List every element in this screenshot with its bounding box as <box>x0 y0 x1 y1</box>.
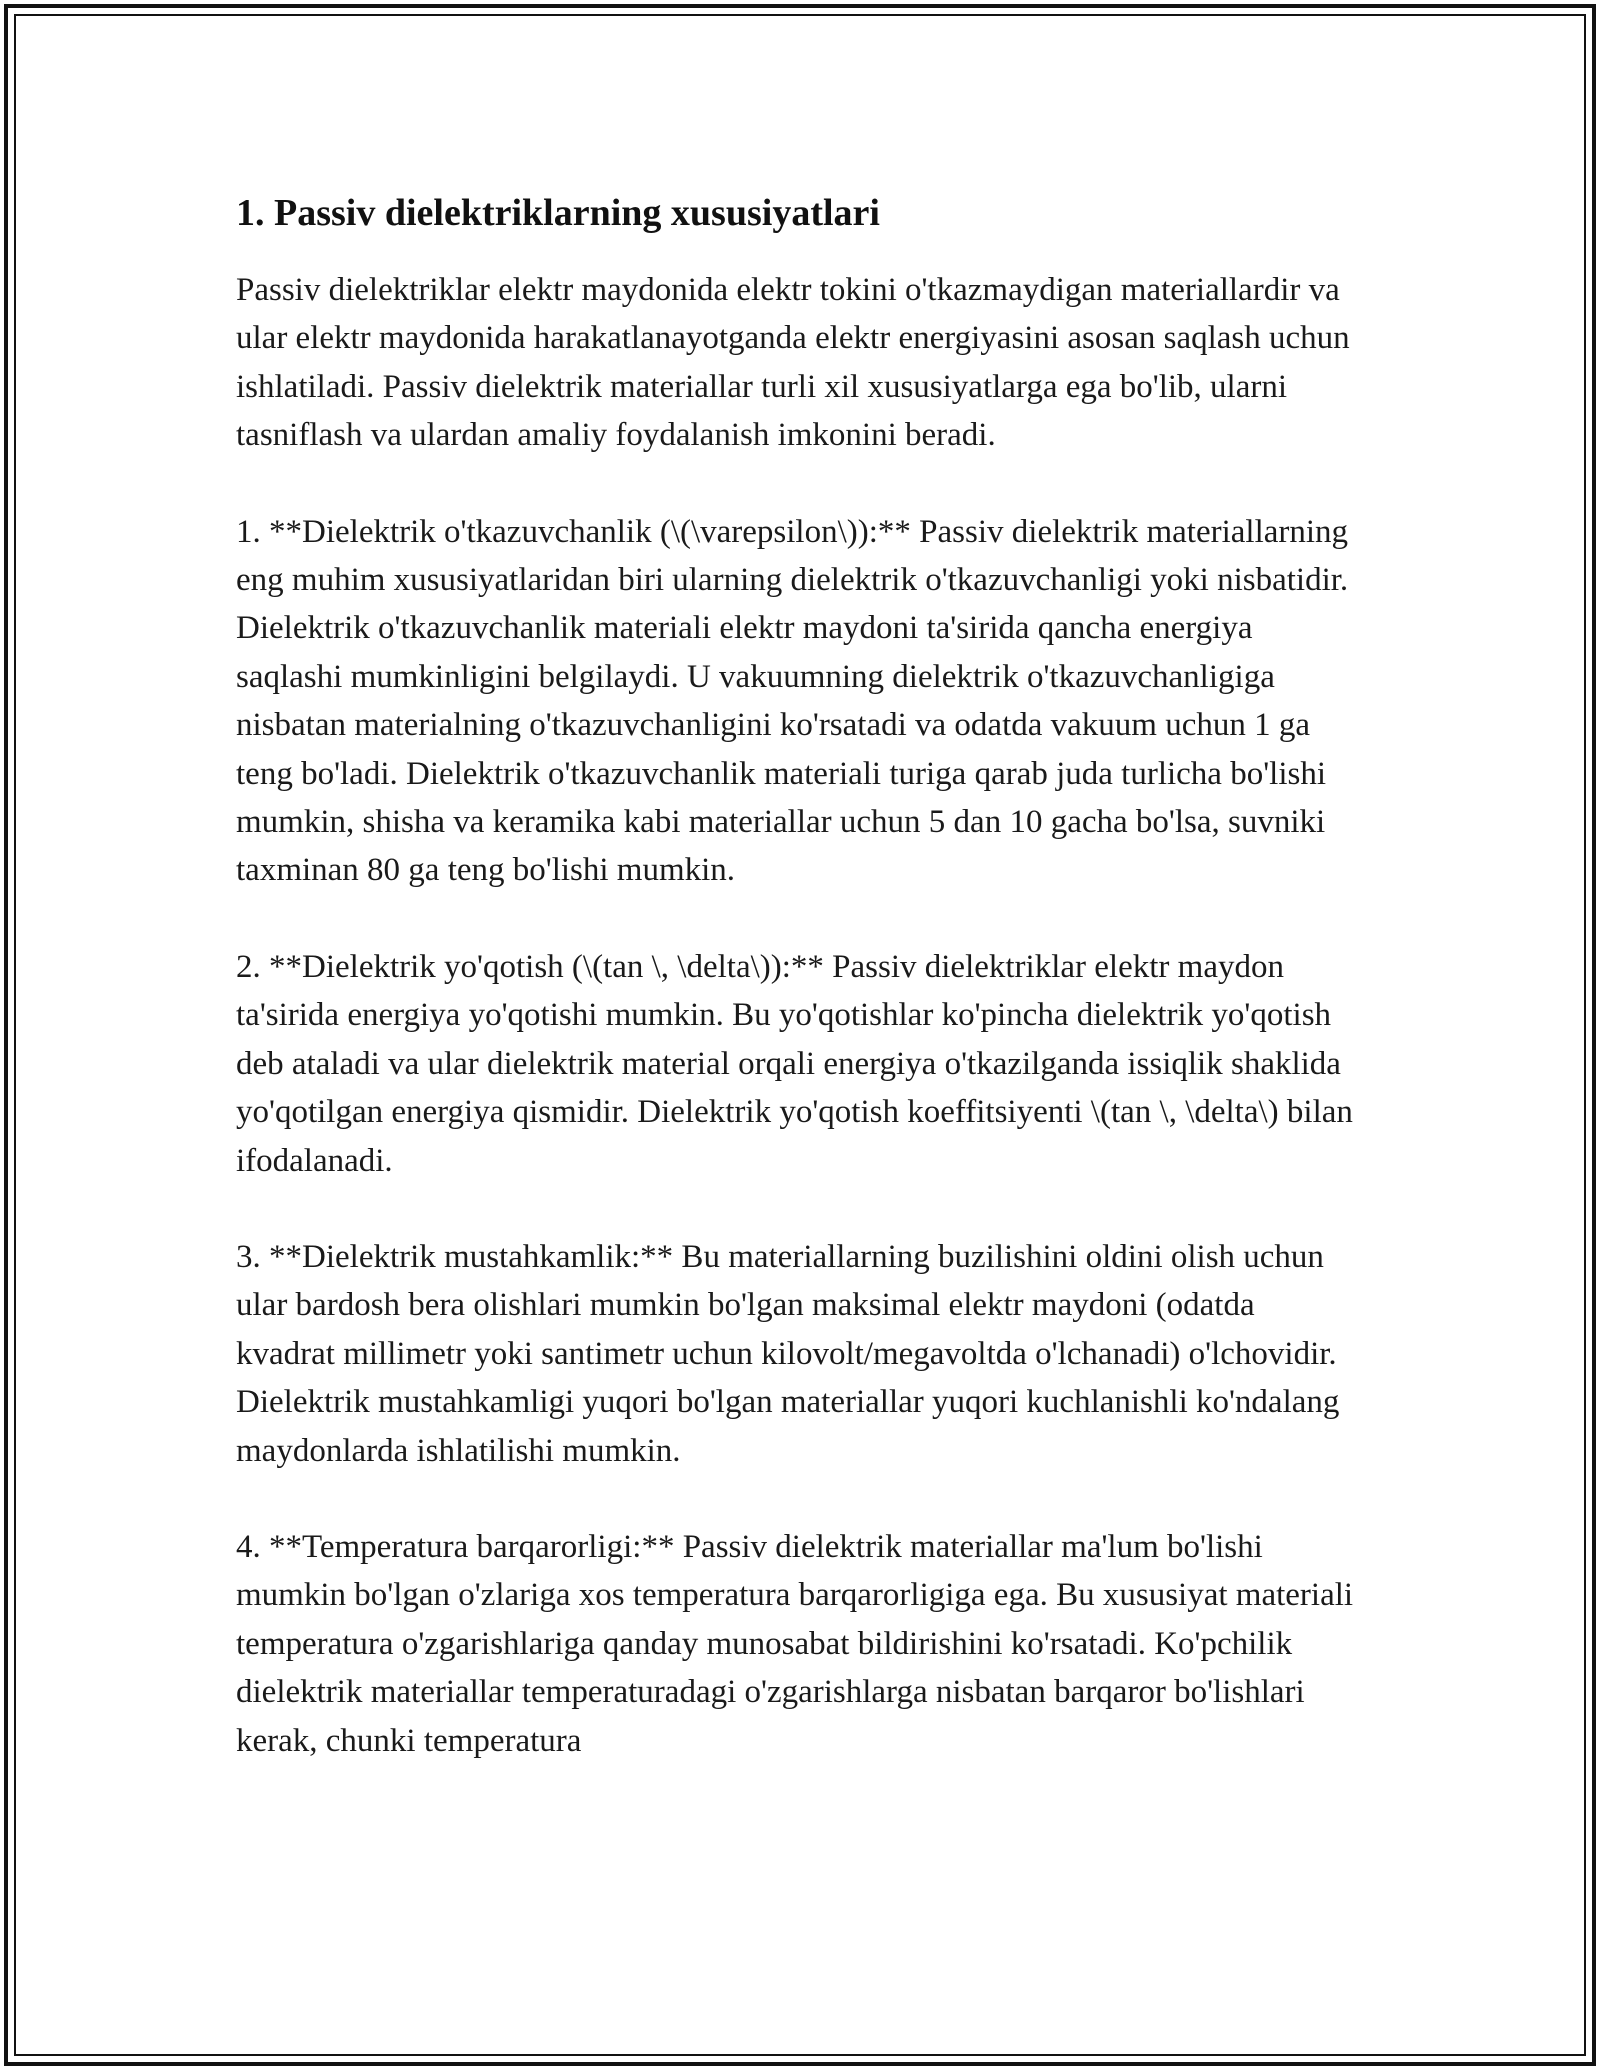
section-heading: 1. Passiv dielektriklarning xususiyatlari <box>236 192 880 234</box>
paragraph-dielectric-loss: 2. **Dielektrik yo'qotish (\(tan \, \delta\)):** Passiv dielektriklar elektr maydon ta'sirida energiya yo'qotishi mumkin. Bu yo'qotishlar ko'pincha dielektrik yo'qotish deb ataladi va ular dielektrik material orqali energiya o'tkazilganda issiqlik shaklida yo'qotilgan energiya qismidir. Dielektrik yo'qotish koeffitsiyenti \(tan \, \delta\) bilan ifodalanadi. <box>236 948 1353 1179</box>
paragraph-dielectric-permittivity: 1. **Dielektrik o'tkazuvchanlik (\(\varepsilon\)):** Passiv dielektrik materiallarning eng muhim xususiyatlaridan biri ularning dielektrik o'tkazuvchanligi yoki nisbatidir. Dielektrik o'tkazuvchanlik materiali elektr maydoni ta'sirida qancha energiya saqlashi mumkinligini belgilaydi. U vakuumning dielektrik o'tkazuvchanligiga nisbatan materialning o'tkazuvchanligini ko'rsatadi va odatda vakuum uchun 1 ga teng bo'ladi. Dielektrik o'tkazuvchanlik materiali turiga qarab juda turlicha bo'lishi mumkin, shisha va keramika kabi materiallar uchun 5 dan 10 gacha bo'lsa, suvniki taxminan 80 ga teng bo'lishi mumkin. <box>236 513 1349 889</box>
paragraph-temperature-stability: 4. **Temperatura barqarorligi:** Passiv dielektrik materiallar ma'lum bo'lishi mumkin bo'lgan o'zlariga xos temperatura barqarorligiga ega. Bu xususiyat materiali temperatura o'zgarishlariga qanday munosabat bildirishini ko'rsatadi. Ko'pchilik dielektrik materiallar temperaturadagi o'zgarishlarga nisbatan barqaror bo'lishlari kerak, chunki temperatura <box>236 1528 1354 1759</box>
paragraph-dielectric-strength: 3. **Dielektrik mustahkamlik:** Bu materiallarning buzilishini oldini olish uchun ular bardosh bera olishlari mumkin bo'lgan maksimal elektr maydoni (odatda kvadrat millimetr yoki santimetr uchun kilovolt/megavoltda o'lchanadi) o'lchovidir. Dielektrik mustahkamligi yuqori bo'lgan materiallar yuqori kuchlanishli ko'ndalang maydonlarda ishlatilishi mumkin. <box>236 1238 1340 1469</box>
intro-paragraph: Passiv dielektriklar elektr maydonida elektr tokini o'tkazmaydigan materiallardir va ular elektr maydonida harakatlanayotganda elektr energiyasini asosan saqlash uchun ishlatiladi. Passiv dielektrik materiallar turli xil xususiyatlarga ega bo'lib, ularni tasniflash va ulardan amaliy foydalanish imkonini beradi. <box>236 272 1350 454</box>
document-body <box>236 186 1356 1813</box>
